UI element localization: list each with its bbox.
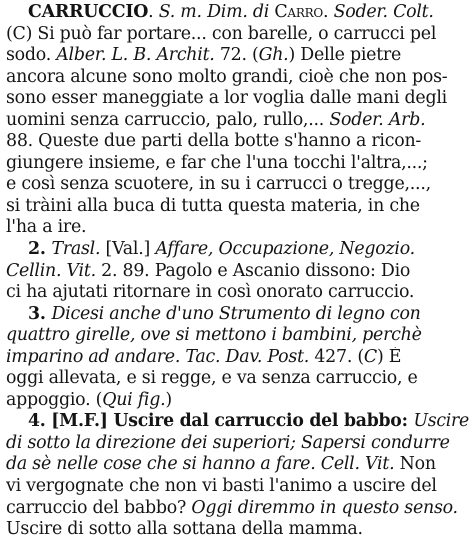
entry-text: Alber. L. B. Archit. (56, 45, 215, 66)
entry-text: Soder. Colt. (333, 2, 434, 22)
entry-text: di (247, 2, 275, 22)
entry-line (6, 261, 469, 283)
entry-line (6, 368, 469, 390)
entry-line (6, 217, 469, 239)
entry-text: ) È (376, 346, 402, 367)
entry-line (6, 88, 469, 110)
entry-line (6, 498, 469, 520)
entry-line (6, 304, 469, 326)
entry-text: l'ha a ire. (6, 217, 87, 238)
entry-text: ancora alcune sono molto grandi, cioè che non pos- (6, 66, 448, 87)
entry-text: di sotto la direzione dei superiori; Sapersi condurre (6, 432, 450, 453)
entry-line (6, 433, 469, 455)
entry-line (6, 153, 469, 175)
entry-line (6, 454, 469, 476)
entry-text: 3. (28, 303, 52, 324)
entry-line (6, 67, 469, 89)
entry-text: CARRUCCIO (28, 2, 149, 22)
entry-text: quattro girelle, ove si mettono i bambini, perchè (6, 325, 422, 346)
entry-line (6, 282, 469, 304)
entry-line (6, 2, 469, 24)
entry-text: 88. Queste due parti della botte s'hanno a ricon- (6, 131, 422, 152)
entry-text: . (148, 2, 159, 22)
entry-line (6, 110, 469, 132)
entry-text: Oggi diremmo in questo senso. (191, 497, 458, 518)
entry-text: uomini senza carruccio, palo, rullo,... (6, 109, 330, 130)
entry-line (6, 239, 469, 261)
entry-text: 427. ( (309, 346, 364, 367)
entry-text: (C) Si può far portare... con barelle, o carrucci pel (6, 23, 437, 44)
entry-text: 2. (28, 239, 52, 260)
entry-text: si tràini alla buca di tutta questa materia, in che (6, 195, 420, 216)
entry-text: Cellin. Vit. (6, 260, 96, 281)
entry-text: 72. ( (214, 45, 259, 66)
entry-line (6, 45, 469, 67)
entry-text: carruccio del babbo? (6, 497, 192, 518)
entry-text: 4. [M.F.] Uscire dal carruccio del babbo: (28, 411, 414, 432)
entry-text: Qui fig. (102, 389, 166, 410)
entry-text: S. m. Dim. (158, 2, 248, 22)
entry-text: ) Delle pietre (288, 45, 402, 66)
entry-text: 2. 89. Pagolo e Ascanio dissono: Dio (95, 260, 411, 281)
entry-text: Non (394, 454, 436, 475)
entry-text: ) (165, 389, 172, 410)
entry-text: imparino ad andare. Tac. Dav. Post. (6, 346, 310, 367)
entry-text: Dicesi anche d'uno Strumento di legno con (51, 303, 421, 324)
entry-line (6, 325, 469, 347)
entry-line (6, 174, 469, 196)
entry-line (6, 519, 469, 541)
entry-line (6, 131, 469, 153)
entry-text: Uscire di sotto alla sottana della mamma. (6, 519, 363, 540)
entry-text: e così senza scuotere, in su i carrucci o tregge,..., (6, 174, 431, 195)
entry-text: Trasl. (51, 239, 101, 260)
entry-text: Gh. (258, 45, 289, 66)
entry-line (6, 411, 469, 433)
entry-text: Uscire (413, 411, 469, 432)
entry-text: Soder. Arb. (329, 109, 426, 130)
entry-text: sono esser maneggiate a lor voglia dalle mani degli (6, 88, 447, 109)
entry-text: appoggio. ( (6, 389, 103, 410)
entry-text: Carro (274, 2, 324, 22)
entry-line (6, 390, 469, 412)
entry-text: ci ha ajutati ritornare in così onorato carruccio. (6, 282, 415, 303)
entry-line (6, 24, 469, 46)
entry-text: giungere insieme, e far che l'una tocchi l'altra,...; (6, 152, 428, 173)
entry-line (6, 347, 469, 369)
entry-text: vi vergognate che non vi basti l'animo a uscire del (6, 476, 437, 497)
entry-text: . (323, 2, 334, 22)
entry-line (6, 476, 469, 498)
entry-text: Affare, Occupazione, Negozio. (155, 239, 415, 260)
entry-text: [Val.] (100, 239, 156, 260)
entry-text: da sè nelle cose che si hanno a fare. Cell. Vit. (6, 454, 395, 475)
entry-text: sodo. (6, 45, 57, 66)
entry-line (6, 196, 469, 218)
entry-text: oggi allevata, e si regge, e va senza carruccio, e (6, 368, 418, 389)
entry-text: C (363, 346, 377, 367)
